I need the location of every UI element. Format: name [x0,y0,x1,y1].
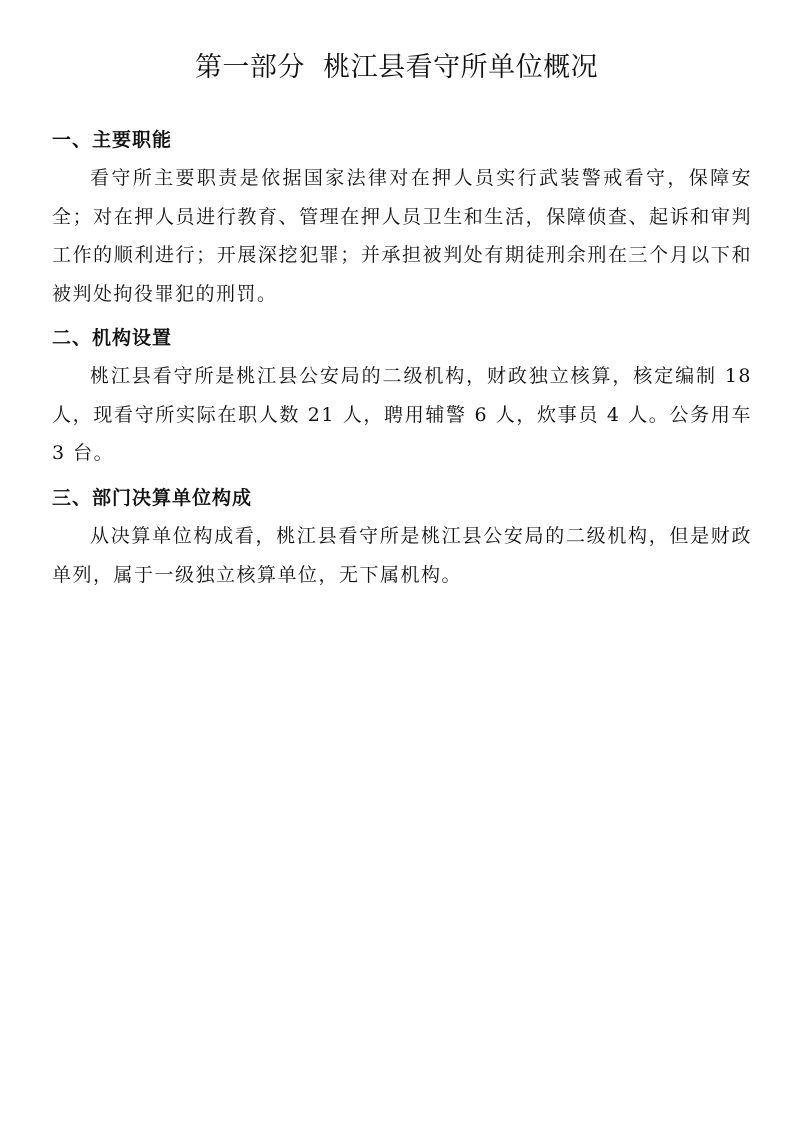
section-paragraph: 从决算单位构成看，桃江县看守所是桃江县公安局的二级机构，但是财政单列，属于一级独立核算单位，无下属机构。 [52,525,752,586]
section-heading: 一、主要职能 [52,129,173,151]
section-main-functions [52,125,752,313]
section-paragraph: 看守所主要职责是依据国家法律对在押人员实行武装警戒看守，保障安全；对在押人员进行教育、管理在押人员卫生和生活，保障侦查、起诉和审判工作的顺利进行；开展深挖犯罪；并承担被判处有期徒刑余刑在三个月以下和被判处拘役罪犯的刑罚。 [52,167,752,305]
section-heading: 三、部门决算单位构成 [52,487,253,509]
section-unit-composition [52,483,752,594]
section-organization [52,323,752,473]
section-paragraph: 桃江县看守所是桃江县公安局的二级机构，财政独立核算，核定编制 18 人，现看守所实际在职人数 21 人，聘用辅警 6 人，炊事员 4 人。公务用车 3 台。 [52,365,752,464]
page-title: 第一部分 桃江县看守所单位概况 [194,52,599,83]
section-heading: 二、机构设置 [52,327,173,349]
